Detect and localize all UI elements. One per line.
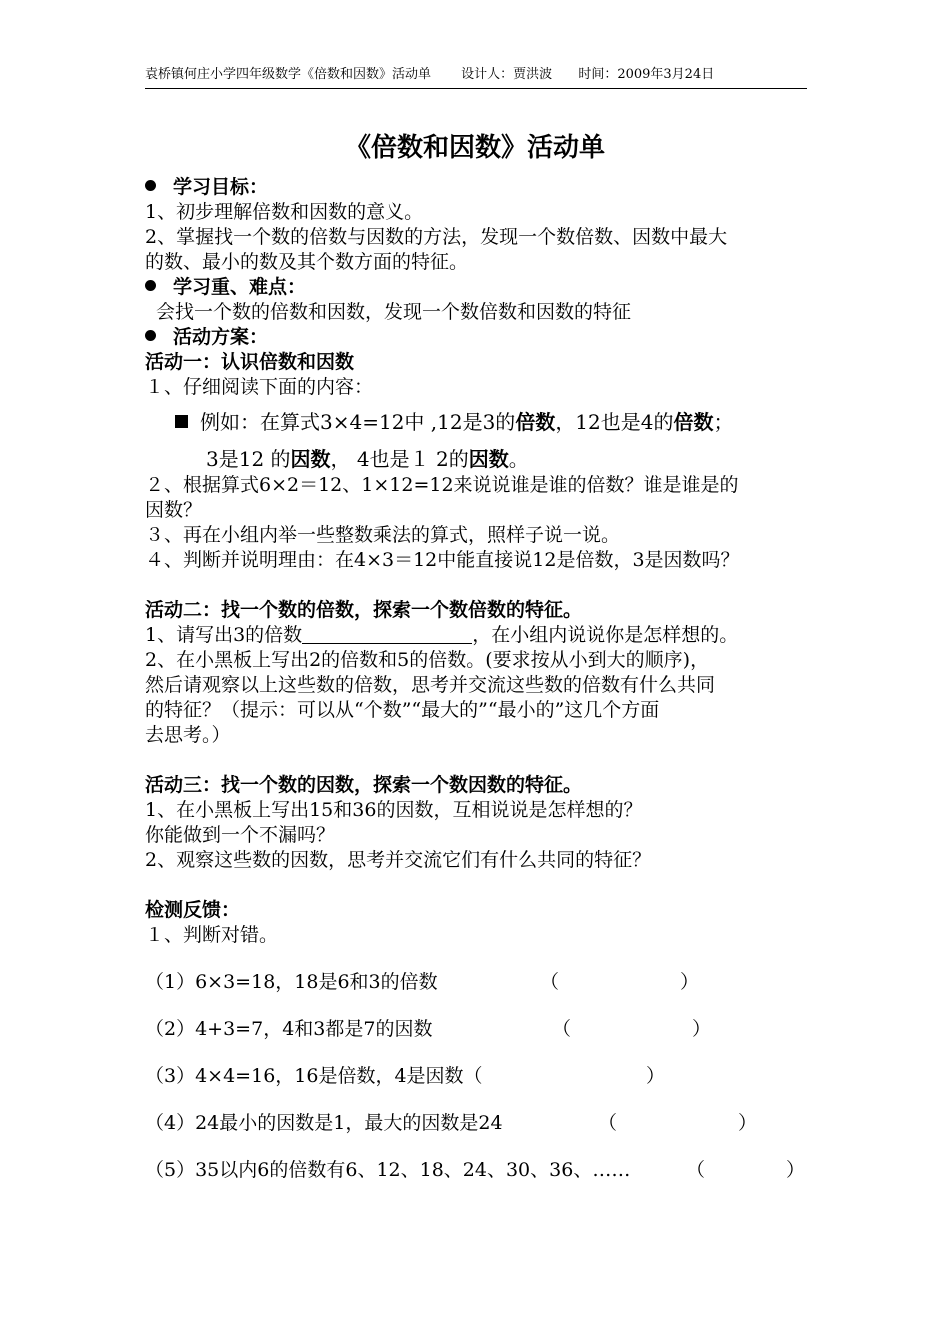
page-title: 《倍数和因数》活动单 (344, 133, 605, 163)
activity3-heading: 活动三：找一个数的因数，探索一个数因数的特征。 (145, 774, 583, 796)
activity2-line2: 2、在小黑板上写出2的倍数和5的倍数。(要求按从小到大的顺序)， (145, 649, 710, 671)
activity2-line1: 1、请写出3的倍数 ，在小组内说说你是怎样想的。 (145, 624, 739, 646)
header-time: 时间：2009年3月24日 (578, 67, 715, 82)
plan-heading: 活动方案： (173, 326, 269, 348)
page-header (145, 68, 807, 89)
feedback-item-1: （1）6×3=18，18是6和3的倍数 (145, 971, 438, 993)
activity1-step3: ３、再在小组内举一些整数乘法的算式，照样子说一说。 (145, 524, 621, 546)
activity3-line2: 你能做到一个不漏吗？ (145, 824, 336, 846)
key-points-heading: 学习重、难点： (173, 276, 307, 298)
feedback-item-4: （4）24最小的因数是1，最大的因数是24 (145, 1112, 503, 1134)
bullet-icon (145, 180, 156, 191)
goals-heading: 学习目标： (173, 176, 269, 198)
goal-item-2: 2、掌握找一个数的倍数与因数的方法，发现一个数倍数、因数中最大 (145, 226, 728, 248)
activity1-step4: ４、判断并说明理由：在4×3＝12中能直接说12是倍数，3是因数吗？ (145, 549, 740, 571)
plan-heading-line (145, 325, 268, 350)
answer-paren-open[interactable]: （ (598, 1112, 618, 1134)
goal-item-1: 1、初步理解倍数和因数的意义。 (145, 201, 424, 223)
key-points-text: 会找一个数的倍数和因数，发现一个数倍数和因数的特征 (156, 301, 632, 323)
answer-paren-close: ） (646, 1065, 666, 1087)
answer-paren-open[interactable]: （ (686, 1159, 706, 1181)
feedback-heading: 检测反馈： (145, 899, 241, 921)
bullet-icon (145, 330, 156, 341)
answer-paren-close: ） (738, 1112, 758, 1134)
feedback-item-3: （3）4×4=16，16是倍数，4是因数（ (145, 1065, 483, 1087)
feedback-item-2: （2）4+3=7，4和3都是7的因数 (145, 1018, 433, 1040)
activity1-step1: １、仔细阅读下面的内容： (145, 376, 374, 398)
answer-paren-close: ） (786, 1159, 806, 1181)
activity2-heading: 活动二：找一个数的倍数，探索一个数倍数的特征。 (145, 599, 583, 621)
feedback-intro: １、判断对错。 (145, 924, 279, 946)
activity2-line3: 然后请观察以上这些数的倍数，思考并交流这些数的倍数有什么共同 (145, 674, 716, 696)
goals-heading-line (145, 175, 268, 200)
answer-paren-close: ） (680, 971, 700, 993)
activity2-line4: 的特征？（提示：可以从“个数”“最大的”“最小的”这几个方面 (145, 699, 660, 721)
header-school: 袁桥镇何庄小学四年级数学《倍数和因数》活动单 (145, 67, 432, 82)
bullet-icon (145, 280, 156, 291)
activity2-line5: 去思考。） (145, 724, 231, 746)
activity3-line3: 2、观察这些数的因数，思考并交流它们有什么共同的特征？ (145, 849, 652, 871)
activity1-heading: 活动一：认识倍数和因数 (145, 351, 355, 373)
square-bullet-icon (175, 415, 188, 428)
activity1-step2a: ２、根据算式6×2＝12、1×12=12来说说谁是谁的倍数？谁是谁是的 (145, 474, 739, 496)
answer-blank[interactable] (302, 623, 472, 644)
activity1-step2b: 因数？ (145, 499, 203, 521)
feedback-item-5: （5）35以内6的倍数有6、12、18、24、30、36、…… (145, 1159, 631, 1181)
activity3-line1: 1、在小黑板上写出15和36的因数，互相说说是怎样想的？ (145, 799, 643, 821)
answer-paren-open[interactable]: （ (540, 971, 560, 993)
goal-item-3: 的数、最小的数及其个数方面的特征。 (145, 251, 469, 273)
answer-paren-open[interactable]: （ (552, 1018, 572, 1040)
example-line-2: 3是12 的因数， 4也是１ 2的因数。 (206, 447, 529, 471)
header-designer: 设计人：贾洪波 (461, 67, 553, 82)
answer-paren-close: ） (692, 1018, 712, 1040)
example-line-1: 例如：在算式3×4=12中 ,12是3的倍数，12也是4的倍数； (175, 410, 734, 435)
key-points-heading-line (145, 275, 306, 300)
